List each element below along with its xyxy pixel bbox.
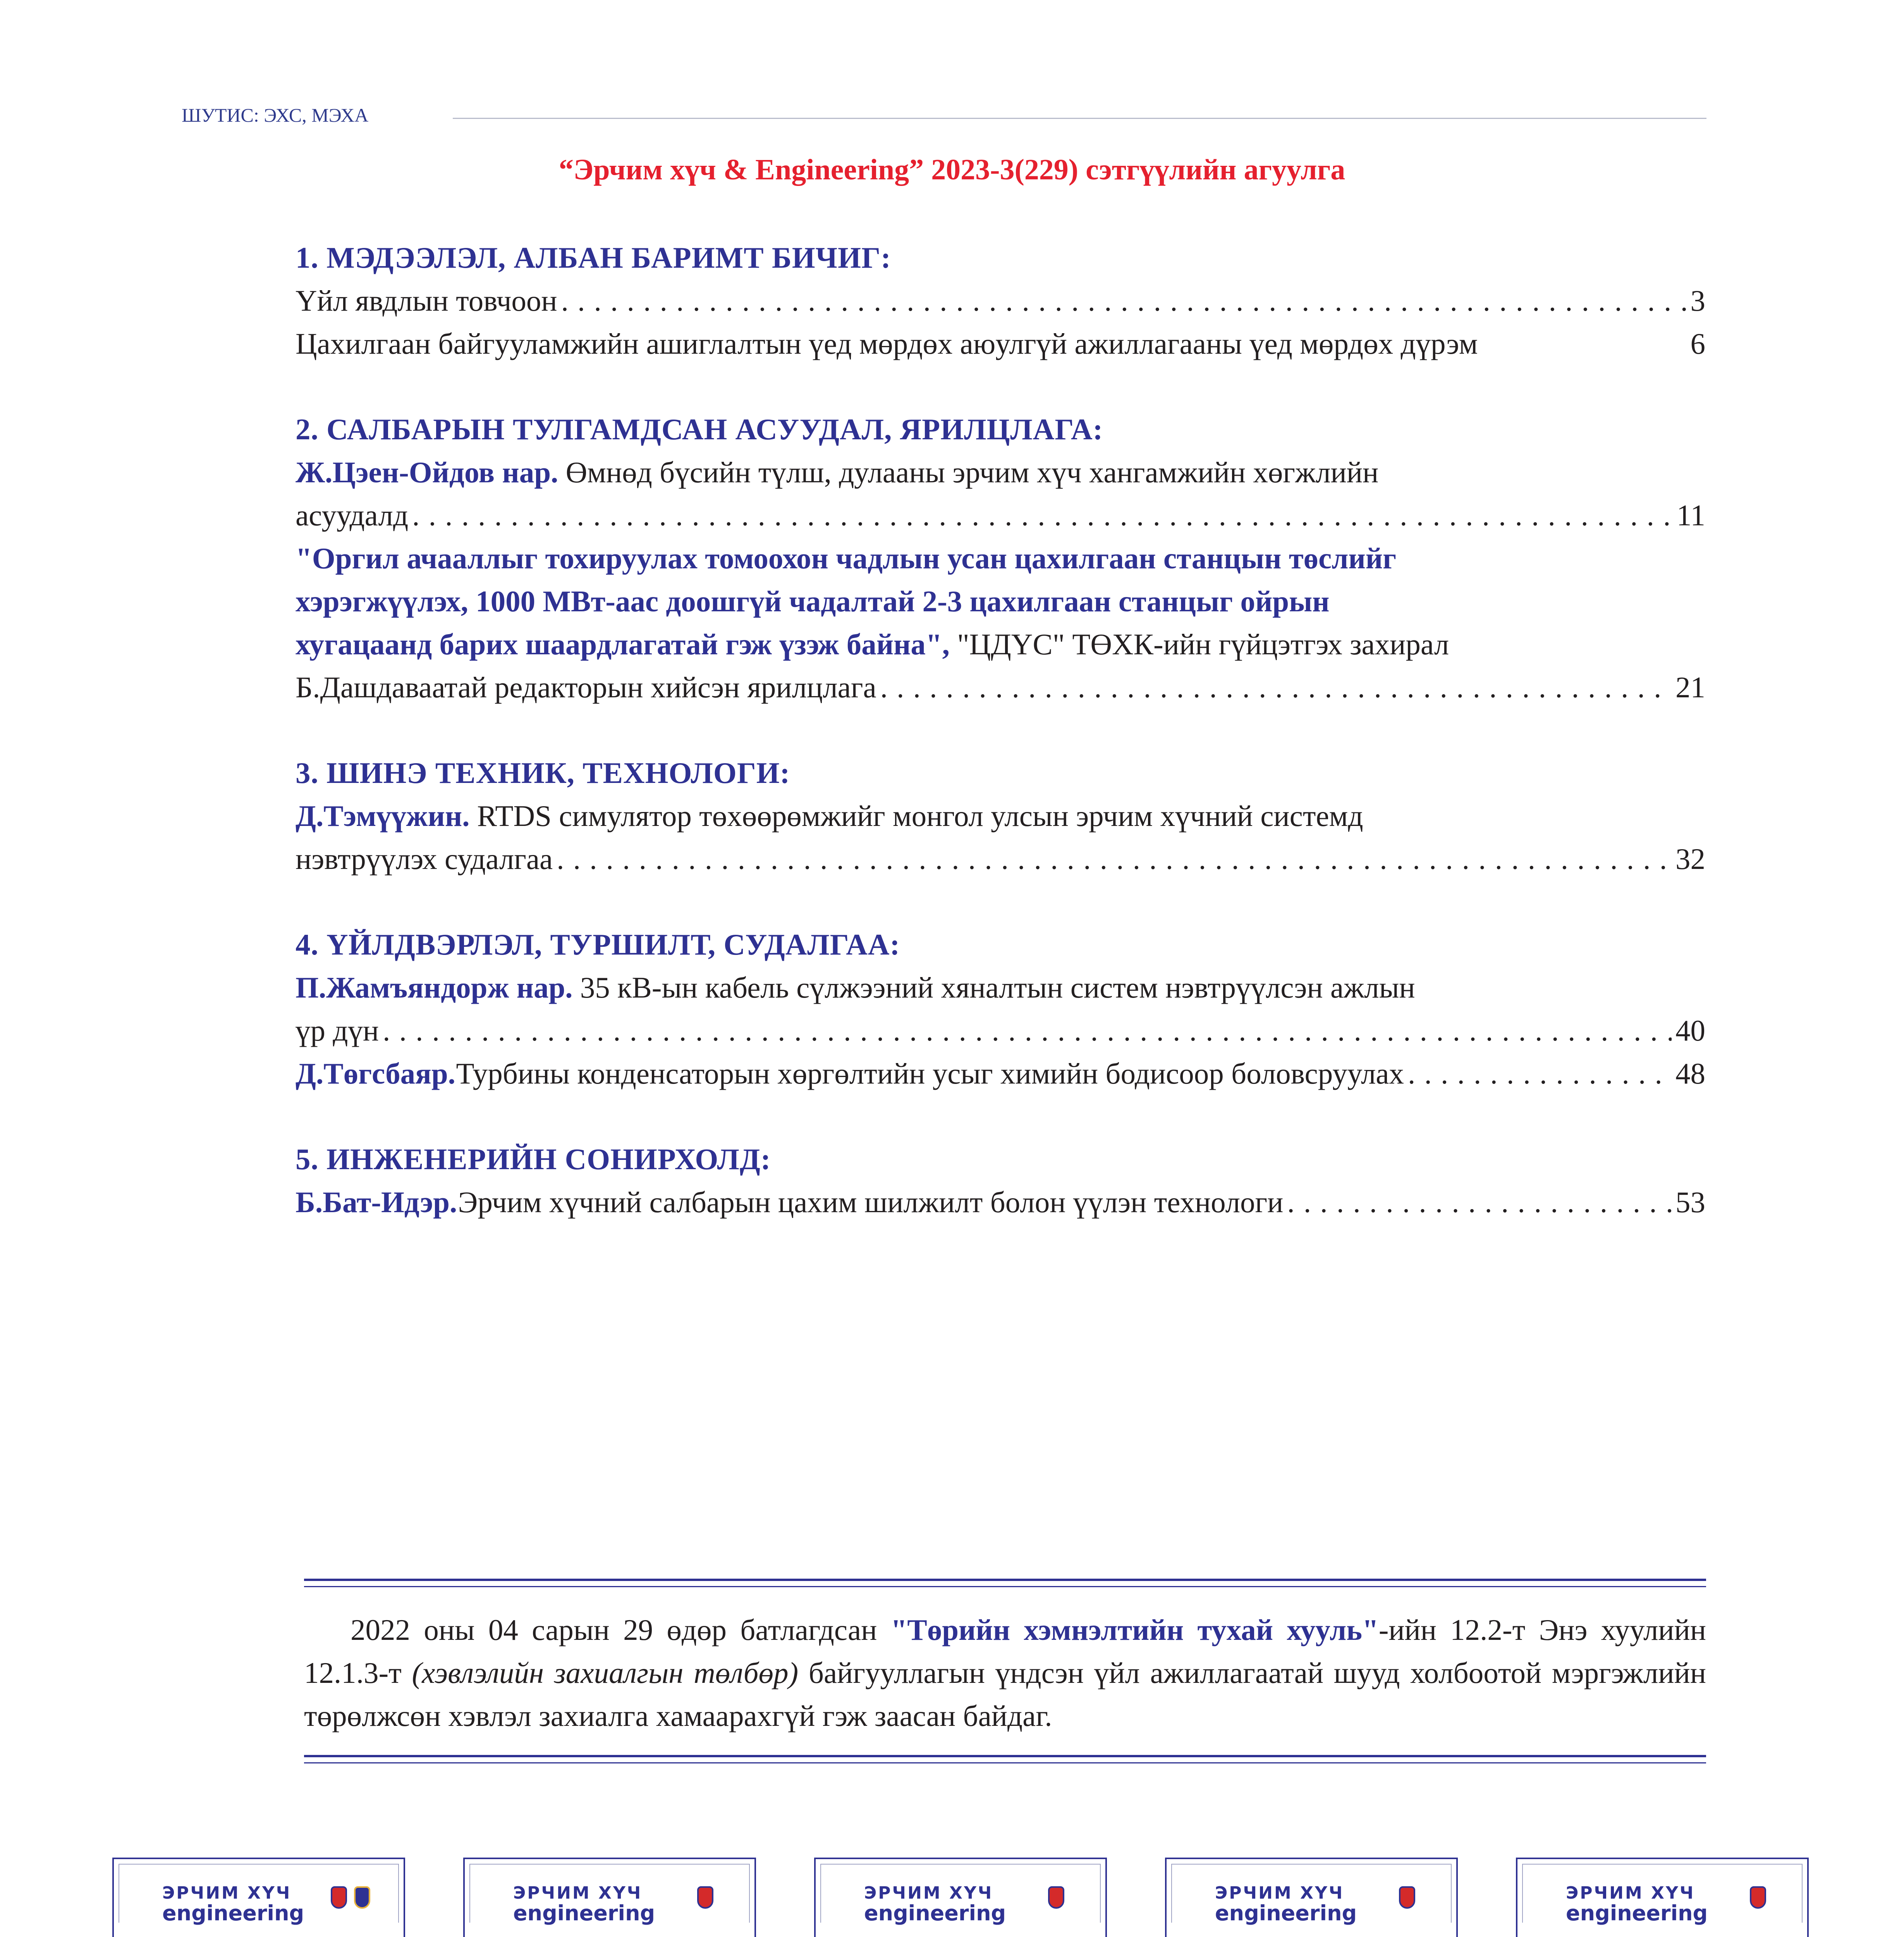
notice-top-rule (304, 1579, 1706, 1587)
entry-author: Д.Тэмүүжин. (296, 799, 470, 833)
entry-title-cont: нэвтрүүлэх судалгаа (296, 842, 553, 876)
cover-logo-bottom: engineering (162, 1901, 304, 1925)
dot-leader (412, 494, 1673, 537)
entry-title-cont: Б.Дашдаваатай редакторын хийсэн ярилцлага (296, 671, 876, 704)
notice-bottom-rule (304, 1755, 1706, 1763)
running-header (182, 104, 1706, 127)
interview-quote-line: хугацаанд барих шаардлагатай гэж үзэж байна", (296, 628, 950, 661)
journal-cover-226[interactable] (463, 1858, 756, 1937)
toc-entry[interactable] (296, 537, 1705, 709)
toc-entry[interactable] (296, 966, 1705, 1052)
entry-author: Д.Төгсбаяр. (296, 1057, 455, 1090)
emblem-icon (1750, 1886, 1766, 1909)
journal-cover-225[interactable] (112, 1858, 405, 1937)
dot-leader (557, 838, 1672, 881)
state-emblem-icon (354, 1886, 370, 1909)
toc-entry[interactable] (296, 795, 1705, 881)
journal-cover-227[interactable] (814, 1858, 1107, 1937)
entry-title: Цахилгаан байгууламжийн ашиглалтын үед мөрдөх аюулгүй ажиллагааны үед мөрдөх дүрэм (296, 327, 1478, 360)
dot-leader (1287, 1181, 1672, 1224)
toc-entry[interactable] (296, 451, 1705, 537)
notice-italic: (хэвлэлийн захиалгын төлбөр) (412, 1656, 799, 1689)
toc-entry[interactable] (296, 322, 1705, 365)
cover-logo-top: ЭРЧИМ ХҮЧ (1566, 1883, 1695, 1903)
section-heading: 3. ШИНЭ ТЕХНИК, ТЕХНОЛОГИ: (296, 756, 790, 790)
toc-entry[interactable] (296, 1052, 1705, 1095)
table-of-contents (296, 236, 1705, 1224)
entry-author: П.Жамъяндорж нар. (296, 971, 573, 1004)
cover-logo-bottom: engineering (1215, 1901, 1357, 1925)
page-title: “Эрчим хүч & Engineering” 2023-3(229) сэтгүүлийн агуулга (558, 153, 1346, 186)
law-name: "Төрийн хэмнэлтийн тухай хууль" (890, 1613, 1379, 1646)
dot-leader (1408, 1052, 1672, 1095)
toc-section-2 (296, 408, 1705, 709)
entry-page: 11 (1676, 499, 1705, 532)
section-heading: 1. МЭДЭЭЛЭЛ, АЛБАН БАРИМТ БИЧИГ: (296, 241, 891, 274)
cover-logo-bottom: engineering (1566, 1901, 1708, 1925)
section-heading: 5. ИНЖЕНЕРИЙН СОНИРХОЛД: (296, 1142, 771, 1176)
entry-author: Ж.Цэен-Ойдов нар. (296, 456, 558, 489)
law-notice-box (304, 1579, 1706, 1763)
interview-subject: "ЦДҮС" ТӨХК-ийн гүйцэтгэх захирал (957, 628, 1449, 661)
emblem-icon (331, 1886, 347, 1909)
toc-section-3 (296, 752, 1705, 881)
entry-page: 53 (1675, 1185, 1705, 1219)
toc-section-4 (296, 923, 1705, 1095)
cover-logo-top: ЭРЧИМ ХҮЧ (864, 1883, 993, 1903)
header-source: ШУТИС: ЭХС, МЭХА (182, 104, 369, 126)
journal-cover-228[interactable] (1165, 1858, 1458, 1937)
entry-page: 48 (1675, 1057, 1705, 1090)
entry-page: 32 (1675, 842, 1705, 876)
journal-cover-229[interactable] (1516, 1858, 1809, 1937)
cover-gallery (112, 1858, 1809, 1937)
cover-logo-top: ЭРЧИМ ХҮЧ (513, 1883, 643, 1903)
entry-page: 21 (1675, 671, 1705, 704)
dot-leader (561, 279, 1687, 322)
emblem-icon (697, 1886, 713, 1909)
entry-title: Турбины конденсаторын хөргөлтийн усыг химийн бодисоор боловсруулах (456, 1057, 1404, 1090)
entry-title: Үйл явдлын товчоон (296, 284, 557, 317)
cover-logo-bottom: engineering (864, 1901, 1006, 1925)
section-heading: 2. САЛБАРЫН ТУЛГАМДСАН АСУУДАЛ, ЯРИЛЦЛАГА: (296, 413, 1103, 446)
entry-title-cont: асуудалд (296, 499, 409, 532)
dot-leader (880, 666, 1672, 709)
dot-leader (383, 1009, 1672, 1052)
toc-entry[interactable] (296, 1181, 1705, 1224)
cover-logo-top: ЭРЧИМ ХҮЧ (162, 1883, 292, 1903)
entry-title: Эрчим хүчний салбарын цахим шилжилт болон үүлэн технологи (458, 1185, 1284, 1219)
notice-text: 2022 оны 04 сарын 29 өдөр батлагдсан "Төрийн хэмнэлтийн тухай хууль"-ийн 12.2-т Энэ хуулийн 12.1.3-т (хэвлэлийн захиалгын төлбөр) байгууллагын үндсэн үйл ажиллагаатай шууд холбоотой мэргэжлийн төрөлжсөн хэвлэл захиалга хамаарахгүй гэж заасан байдаг. (304, 1613, 1706, 1732)
toc-section-5 (296, 1138, 1705, 1224)
toc-entry[interactable] (296, 279, 1705, 322)
entry-title: RTDS симулятор төхөөрөмжийг монгол улсын эрчим хүчний системд (477, 799, 1363, 833)
cover-logo-top: ЭРЧИМ ХҮЧ (1215, 1883, 1344, 1903)
emblem-icon (1048, 1886, 1064, 1909)
entry-page: 6 (1690, 327, 1705, 360)
entry-title: 35 кВ-ын кабель сүлжээний хяналтын систем нэвтрүүлсэн ажлын (580, 971, 1415, 1004)
cover-logo-bottom: engineering (513, 1901, 655, 1925)
emblem-icon (1399, 1886, 1415, 1909)
header-rule (453, 118, 1706, 119)
toc-section-1 (296, 236, 1705, 365)
entry-title-cont: үр дүн (296, 1014, 379, 1047)
entry-page: 40 (1675, 1014, 1705, 1047)
entry-page: 3 (1690, 284, 1705, 317)
section-heading: 4. ҮЙЛДВЭРЛЭЛ, ТУРШИЛТ, СУДАЛГАА: (296, 928, 900, 961)
entry-title: Өмнөд бүсийн түлш, дулааны эрчим хүч хангамжийн хөгжлийн (565, 456, 1379, 489)
interview-quote-line: хэрэгжүүлэх, 1000 МВт-аас доошгүй чадалтай 2-3 цахилгаан станцыг ойрын (296, 585, 1330, 618)
interview-quote-line: "Оргил ачааллыг тохируулах томоохон чадлын усан цахилгаан станцын төслийг (296, 542, 1397, 575)
entry-author: Б.Бат-Идэр. (296, 1185, 457, 1219)
